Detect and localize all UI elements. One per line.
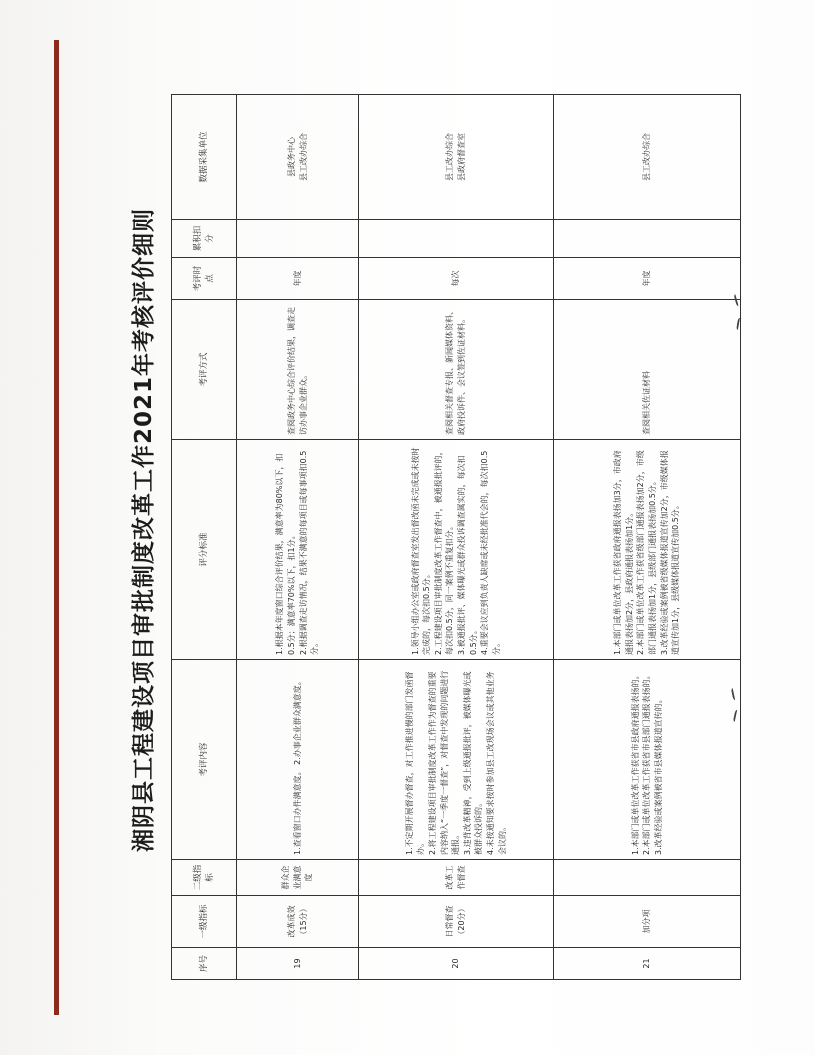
header-level2: 二级指标 — [172, 860, 237, 896]
rotated-page — [123, 80, 783, 980]
cell-content: 1.查看窗口办件满意度。 2.办事企业群众满意度。 — [237, 660, 359, 860]
cell-method: 查阅相关督查专报、新闻媒体资料、政府投诉件、会议签到佐证材料。 — [359, 300, 554, 440]
cell-cumulative — [359, 220, 554, 258]
cell-standard: 1.领导小组办公室或政府督查室发出督改函未完成或未按时完成的，每次扣0.5分。 2.工程建设项目审批制度改革工作督查中，被通报批评的，每次扣0.5分，同一案例不重复扣分。 3.被通报批评、媒体曝光或群众投诉调查属实的，每次扣0.5分。 4.重要会议应到负责人缺席或未经批准代会的，每次扣0.5分。 — [359, 440, 554, 660]
cell-seq: 19 — [237, 948, 359, 980]
cell-level1: 加分项 — [554, 896, 741, 948]
cell-standard: 1.本部门或单位改革工作获省政府通报表扬加3分，市政府通报表扬加2分，县政府通报表扬加1分。 2.本部门或单位改革工作获省级部门通报表扬加2分，市级部门通报表扬加1分，县级部门通报表扬加0.5分。 3.改革经验或案例被省级媒体报道宣传加2分，市级媒体报道宣传加1分，县级媒体报道宣传加0.5分。 — [554, 440, 741, 660]
evaluation-table — [171, 94, 741, 980]
cell-level2: 群众企业满意度 — [237, 860, 359, 896]
cell-standard: 1.根据本年度窗口综合评价结果，满意率为80%以下，扣0.5分；满意率70%以下，扣1分。 2.根据调查走访情况，结果不满意的每项目或每事项扣0.5分。 — [237, 440, 359, 660]
table-row — [359, 95, 554, 980]
header-cumulative: 累积扣分 — [172, 220, 237, 258]
cell-level2 — [554, 860, 741, 896]
cell-method: 查阅政务中心综合评价结果，调查走访办事企业群众。 — [237, 300, 359, 440]
table-row — [237, 95, 359, 980]
table-row — [554, 95, 741, 980]
cell-cumulative — [554, 220, 741, 258]
cell-method: 查阅相关佐证材料 — [554, 300, 741, 440]
cell-seq: 21 — [554, 948, 741, 980]
header-level1: 一级指标 — [172, 896, 237, 948]
cell-content: 1.不定期开展督办督查，对工作推进慢的部门发函督办。 2.将工程建设项目审批制度改革工作作为督查的重要内容纳入“一季度一督查”，对督查中发现的问题进行通报。 3.违背改革精神，受到上级通报批评，被媒体曝光或被群众投诉的。 4.未按通知要求按时参加县工改现场会议或其他业务会议的。 — [359, 660, 554, 860]
cell-collector: 县工改办综合 县政府督查室 — [359, 95, 554, 220]
header-content: 考评内容 — [172, 660, 237, 860]
header-timing: 考评时点 — [172, 258, 237, 300]
cell-level1: 改革成效（15分） — [237, 896, 359, 948]
cell-collector: 县政务中心 县工改办综合 — [237, 95, 359, 220]
document-title: 湘阴县工程建设项目审批制度改革工作2021年考核评价细则 — [131, 208, 157, 853]
header-collector: 数据采集单位 — [172, 95, 237, 220]
cell-level1: 日常督查（20分） — [359, 896, 554, 948]
header-standard: 评分标准 — [172, 440, 237, 660]
cell-seq: 20 — [359, 948, 554, 980]
cell-timing: 年度 — [554, 258, 741, 300]
cell-collector: 县工改办综合 — [554, 95, 741, 220]
binding-edge — [54, 40, 59, 1015]
cell-content: 1.本部门或单位改革工作获省市县政府通报表扬的。 2.本部门或单位改革工作获省市县部门通报表扬的。 3.改革经验或案例被省市县媒体报道宣传的。 — [554, 660, 741, 860]
cell-timing: 每次 — [359, 258, 554, 300]
header-seq: 序号 — [172, 948, 237, 980]
cell-cumulative — [237, 220, 359, 258]
header-row — [172, 95, 237, 980]
cell-level2: 改革工作督查 — [359, 860, 554, 896]
cell-timing: 年度 — [237, 258, 359, 300]
header-method: 考评方式 — [172, 300, 237, 440]
